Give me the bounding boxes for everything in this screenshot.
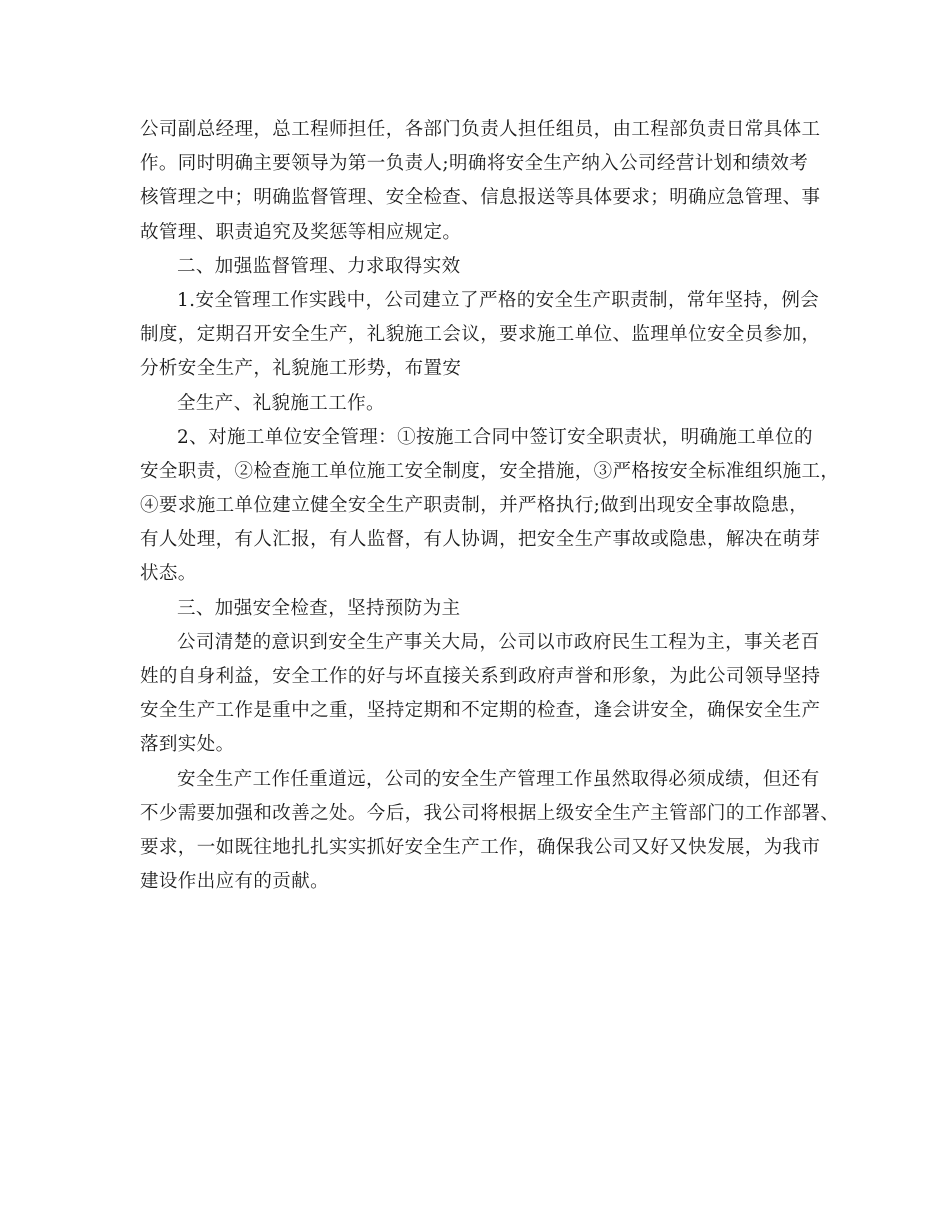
text-line: 要求，一如既往地扎扎实实抓好安全生产工作，确保我公司又好又快发展，为我市 (140, 836, 821, 858)
text-line: 公司清楚的意识到安全生产事关大局，公司以市政府民生工程为主，事关老百 (177, 631, 820, 653)
text-line: 落到实处。 (140, 734, 235, 756)
text-line: 制度，定期召开安全生产，礼貌施工会议，要求施工单位、监理单位安全员参加， (140, 324, 821, 346)
section-heading (140, 592, 820, 626)
text-line: 2、对施工单位安全管理：①按施工合同中签订安全职责状，明确施工单位的 (177, 426, 813, 448)
text-line: 分析安全生产，礼貌施工形势，布置安 (140, 358, 462, 380)
paragraph (140, 421, 840, 592)
text-line: 二、加强监督管理、力求取得实效 (177, 255, 461, 277)
text-line: 全生产、礼貌施工工作。 (177, 392, 385, 414)
text-line: 安全生产工作任重道远，公司的安全生产管理工作虽然取得必须成绩，但还有 (177, 768, 820, 790)
document-body (140, 113, 840, 899)
text-line: 公司副总经理，总工程师担任，各部门负责人担任组员，由工程部负责日常具体工 (140, 119, 821, 140)
text-line: 1.安全管理工作实践中，公司建立了严格的安全生产职责制，常年坚持，例会 (177, 289, 820, 311)
text-line: 安全生产工作是重中之重，坚持定期和不定期的检查，逢会讲安全，确保安全生产 (140, 700, 821, 722)
text-line: 姓的自身利益，安全工作的好与坏直接关系到政府声誉和形象，为此公司领导坚持 (140, 666, 821, 687)
text-line: ④要求施工单位建立健全安全生产职责制，并严格执行;做到出现安全事故隐患， (140, 495, 809, 517)
paragraph (140, 284, 820, 387)
text-line: 作。同时明确主要领导为第一负责人;明确将安全生产纳入公司经营计划和绩效考 (140, 153, 809, 175)
text-line: 不少需要加强和改善之处。今后，我公司将根据上级安全生产主管部门的工作部署、 (140, 802, 840, 824)
paragraph (140, 763, 840, 900)
text-line: 故管理、职责追究及奖惩等相应规定。 (140, 221, 462, 243)
paragraph (140, 387, 820, 421)
section-heading (140, 250, 820, 284)
text-line: 安全职责，②检查施工单位施工安全制度，安全措施，③严格按安全标准组织施工， (140, 460, 840, 482)
text-line: 状态。 (140, 563, 197, 585)
text-line: 建设作出应有的贡献。 (140, 871, 330, 893)
paragraph (140, 113, 820, 250)
text-line: 核管理之中；明确监督管理、安全检查、信息报送等具体要求；明确应急管理、事 (140, 187, 821, 209)
text-line: 三、加强安全检查，坚持预防为主 (177, 597, 461, 619)
text-line: 有人处理，有人汇报，有人监督，有人协调，把安全生产事故或隐患，解决在萌芽 (140, 529, 821, 551)
paragraph (140, 626, 820, 763)
